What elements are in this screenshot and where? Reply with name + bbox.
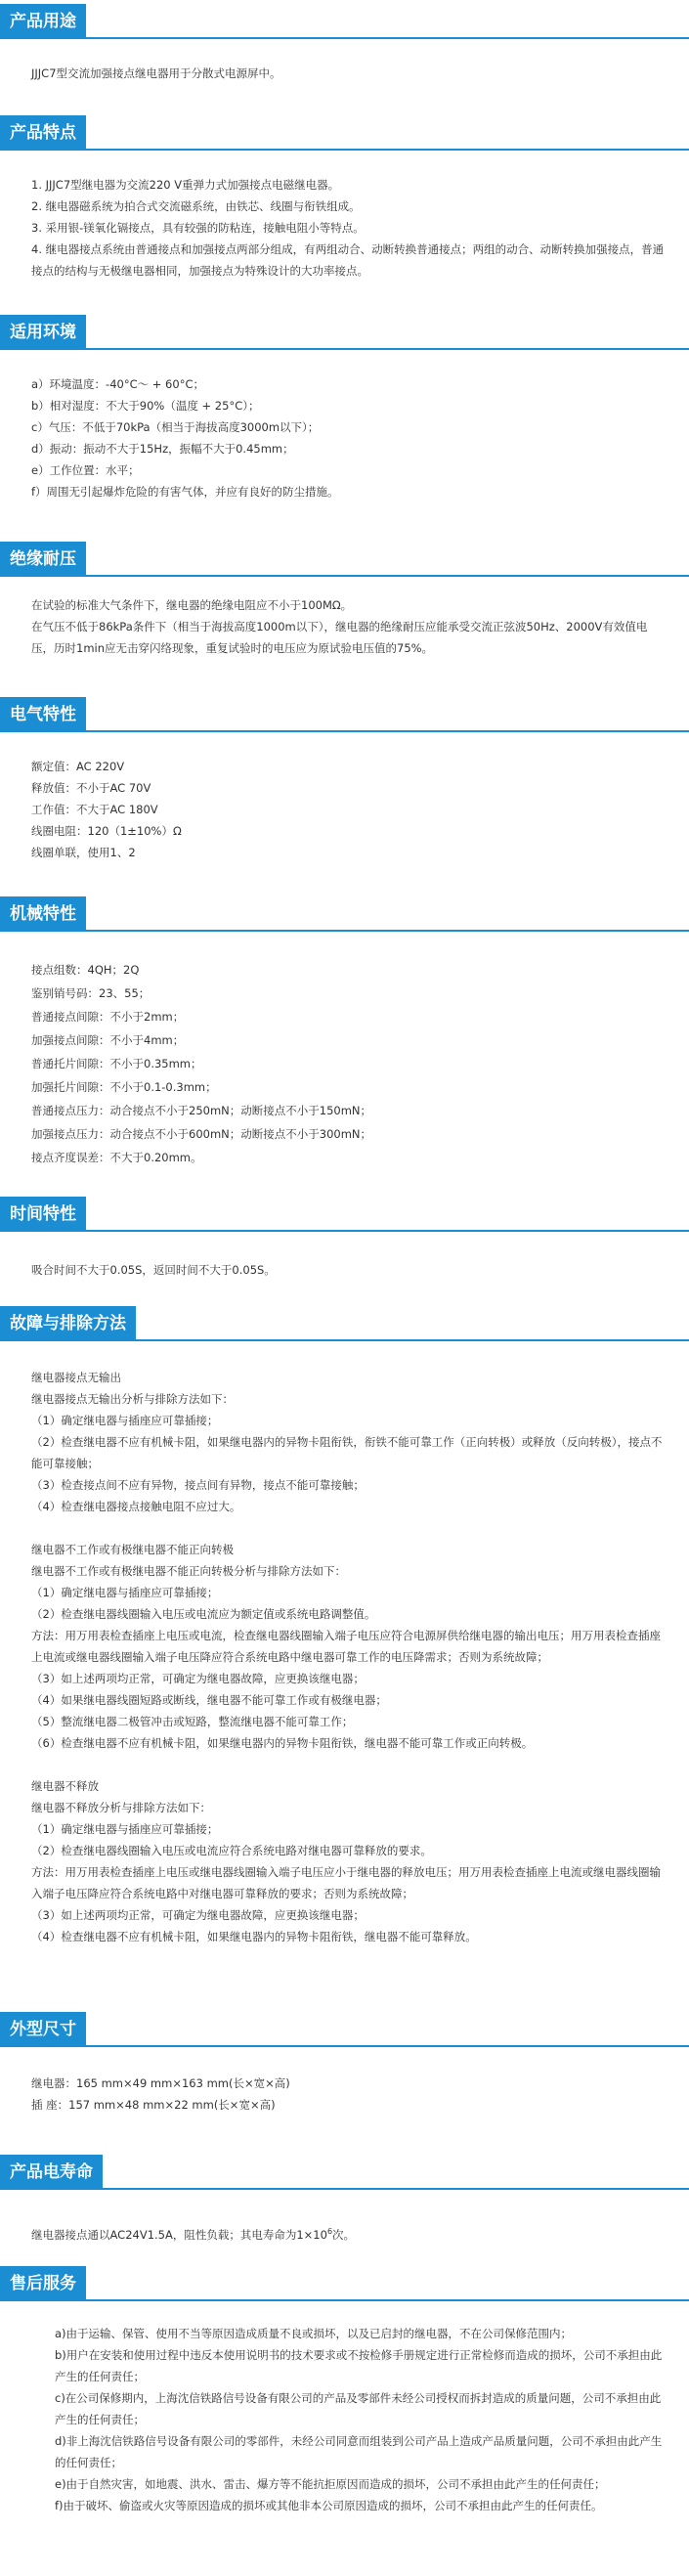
fault-step: （4）如果继电器线圈短路或断线，继电器不能可靠工作或有极继电器；: [31, 1693, 387, 1707]
section-title-features: 产品特点: [0, 115, 86, 151]
environment-item: d）振动：振动不大于15Hz，振幅不大于0.45mm；: [31, 442, 294, 456]
section-title-usage: 产品用途: [0, 4, 86, 39]
environment-item: f）周围无引起爆炸危险的有害气体，并应有良好的防尘措施。: [31, 485, 339, 499]
section-body-aftersales: [0, 2323, 689, 2516]
mechanical-item: 接点组数：4QH；2Q: [31, 963, 140, 977]
dimension-item: 继电器：165 mm×49 mm×163 mm(长×宽×高): [31, 2076, 290, 2090]
fault-step: （3）如上述两项均正常，可确定为继电器故障，应更换该继电器；: [31, 1672, 365, 1685]
fault-step: （2）检查继电器不应有机械卡阻，如果继电器内的异物卡阻衔铁，衔铁不能可靠工作（正向转极）或释放（反向转极），接点不能可靠接触；: [31, 1435, 663, 1470]
section-divider: [0, 37, 689, 39]
fault-heading: 继电器接点无输出: [31, 1371, 121, 1384]
electrical-item: 工作值：不大于AC 180V: [31, 803, 158, 816]
mechanical-item: 普通托片间隙：不小于0.35mm；: [31, 1057, 202, 1070]
mechanical-item: 加强接点压力：动合接点不小于600mN；动断接点不小于300mN；: [31, 1127, 372, 1141]
environment-item: a）环境温度：-40°C～ + 60°C；: [31, 377, 204, 391]
section-divider: [0, 149, 689, 151]
mechanical-item: 接点齐度误差：不大于0.20mm。: [31, 1151, 202, 1164]
section-title-aftersales: 售后服务: [0, 2266, 86, 2301]
section-divider: [0, 930, 689, 932]
section-title-lifetime: 产品电寿命: [0, 2155, 103, 2190]
section-body-troubleshooting: [0, 1367, 689, 1947]
aftersales-item: b)用户在安装和使用过程中违反本使用说明书的技术要求或不按检修手册规定进行正常检修而造成的损坏，公司不承担由此产生的任何责任；: [55, 2348, 663, 2383]
section-divider: [0, 2299, 689, 2301]
mechanical-item: 加强托片间隙：不小于0.1-0.3mm；: [31, 1080, 217, 1094]
fault-heading: 继电器不释放: [31, 1779, 99, 1793]
section-divider: [0, 2188, 689, 2190]
aftersales-item: e)由于自然灾害，如地震、洪水、雷击、爆方等不能抗拒原因而造成的损坏，公司不承担由此产生的任何责任；: [55, 2477, 606, 2491]
section-divider: [0, 575, 689, 577]
insulation-item: 在试验的标准大气条件下，继电器的绝缘电阻应不小于100MΩ。: [31, 598, 353, 612]
section-divider: [0, 730, 689, 732]
section-body-environment: [0, 373, 689, 502]
spacer: [0, 1754, 689, 1775]
mechanical-item: 普通接点间隙：不小于2mm；: [31, 1010, 185, 1024]
fault-step: （3）检查接点间不应有异物，接点间有异物，接点不能可靠接触；: [31, 1478, 365, 1492]
section-title-mechanical: 机械特性: [0, 896, 86, 932]
section-title-dimensions: 外型尺寸: [0, 2012, 86, 2047]
electrical-item: 线圈单联，使用1、2: [31, 846, 136, 859]
fault-step: （1）确定继电器与插座应可靠插接；: [31, 1414, 219, 1427]
environment-item: b）相对湿度：不大于90%（温度 + 25°C）；: [31, 399, 260, 413]
fault-step: （2）检查继电器线圈输入电压或电流应符合系统电路对继电器可靠释放的要求。: [31, 1844, 432, 1857]
fault-step: （3）如上述两项均正常，可确定为继电器故障，应更换该继电器；: [31, 1908, 365, 1922]
fault-step: （1）确定继电器与插座应可靠插接；: [31, 1586, 219, 1599]
section-title-timing: 时间特性: [0, 1197, 86, 1232]
mechanical-item: 鉴别销号码：23、55；: [31, 986, 151, 1000]
fault-text: 继电器不释放分析与排除方法如下：: [31, 1801, 211, 1814]
section-title-insulation: 绝缘耐压: [0, 542, 86, 577]
fault-method: 方法：用万用表检查插座上电压或继电器线圈输入端子电压应小于继电器的释放电压；用万用表检查插座上电流或继电器线圈输入端子电压降应符合系统电路中对继电器可靠释放的要求；否则为系统故障；: [31, 1865, 661, 1900]
mechanical-item: 加强接点间隙：不小于4mm；: [31, 1033, 185, 1047]
section-divider: [0, 1230, 689, 1232]
section-title-environment: 适用环境: [0, 315, 86, 350]
fault-step: （4）检查继电器接点接触电阻不应过大。: [31, 1500, 241, 1513]
section-body-dimensions: [0, 2073, 689, 2116]
fault-text: 继电器不工作或有极继电器不能正向转极分析与排除方法如下：: [31, 1564, 346, 1578]
electrical-item: 额定值：AC 220V: [31, 760, 125, 773]
fault-step: （5）整流继电器二极管冲击或短路，整流继电器不能可靠工作；: [31, 1715, 354, 1728]
aftersales-item: a)由于运输、保管、使用不当等原因造成质量不良或损坏，以及已启封的继电器，不在公司保修范围内；: [55, 2327, 573, 2340]
aftersales-item: f)由于破坏、偷盗或火灾等原因造成的损坏或其他非本公司原因造成的损坏，公司不承担由此产生的任何责任。: [55, 2499, 603, 2512]
lifetime-text-unit: 次。: [332, 2227, 356, 2242]
dimension-item: 插 座：157 mm×48 mm×22 mm(长×宽×高): [31, 2098, 276, 2112]
feature-item: 2. 继电器磁系统为拍合式交流磁系统，由铁芯、线圈与衔铁组成。: [31, 199, 361, 213]
aftersales-item: c)在公司保修期内，上海沈信铁路信号设备有限公司的产品及零部件未经公司授权而拆封造成的质量问题，公司不承担由此产生的任何责任；: [55, 2391, 662, 2426]
lifetime-text-main: 继电器接点通以AC24V1.5A，阻性负载；其电寿命为1×10: [31, 2227, 327, 2242]
fault-step: （1）确定继电器与插座应可靠插接；: [31, 1822, 219, 1836]
fault-step: （6）检查继电器不应有机械卡阻，如果继电器内的异物卡阻衔铁，继电器不能可靠工作或正向转极。: [31, 1736, 534, 1750]
spacer: [0, 1517, 689, 1539]
fault-heading: 继电器不工作或有极继电器不能正向转极: [31, 1543, 234, 1556]
environment-item: c）气压：不低于70kPa（相当于海拔高度3000m以下）；: [31, 420, 320, 434]
section-body-usage: [0, 63, 689, 84]
section-divider: [0, 348, 689, 350]
section-divider: [0, 2045, 689, 2047]
section-title-troubleshooting: 故障与排除方法: [0, 1306, 136, 1341]
fault-step: （2）检查继电器线圈输入电压或电流应为额定值或系统电路调整值。: [31, 1607, 376, 1621]
usage-text: JJJC7型交流加强接点继电器用于分散式电源屏中。: [31, 66, 281, 80]
timing-text: 吸合时间不大于0.05S，返回时间不大于0.05S。: [31, 1263, 276, 1277]
section-body-features: [0, 174, 689, 282]
environment-item: e）工作位置：水平；: [31, 463, 140, 477]
section-body-timing: [0, 1259, 689, 1281]
lifetime-text: [0, 2221, 689, 2246]
section-body-lifetime: [0, 2221, 689, 2246]
feature-item: 3. 采用银-镁氧化镉接点，具有较强的防粘连，接触电阻小等特点。: [31, 221, 365, 235]
aftersales-item: d)非上海沈信铁路信号设备有限公司的零部件，未经公司同意而组装到公司产品上造成产品质量问题，公司不承担由此产生的任何责任；: [55, 2434, 663, 2469]
electrical-item: 线圈电阻：120（1±10%）Ω: [31, 824, 182, 838]
section-body-insulation: [0, 594, 689, 659]
section-divider: [0, 1339, 689, 1341]
fault-text: 继电器接点无输出分析与排除方法如下：: [31, 1392, 234, 1406]
section-body-electrical: [0, 756, 689, 863]
fault-step: （4）检查继电器不应有机械卡阻，如果继电器内的异物卡阻衔铁，继电器不能可靠释放。: [31, 1930, 477, 1943]
insulation-item: 在气压不低于86kPa条件下（相当于海拔高度1000m以下），继电器的绝缘耐压应能承受交流正弦波50Hz、2000V有效值电压，历时1min应无击穿闪络现象，重复试验时的电压应为原试验电压值的75%。: [31, 620, 648, 655]
mechanical-item: 普通接点压力：动合接点不小于250mN；动断接点不小于150mN；: [31, 1104, 372, 1117]
section-title-electrical: 电气特性: [0, 697, 86, 732]
fault-method: 方法：用万用表检查插座上电压或电流，检查继电器线圈输入端子电压应符合电源屏供给继电器的输出电压；用万用表检查插座上电流或继电器线圈输入端子电压降应符合系统电路中继电器可靠工作的电压降需求；否则为系统故障；: [31, 1629, 661, 1664]
section-body-mechanical: [0, 958, 689, 1169]
feature-item: 1. JJJC7型继电器为交流220 V重弹力式加强接点电磁继电器。: [31, 178, 340, 192]
lifetime-exponent: 6: [326, 2227, 333, 2236]
feature-item: 4. 继电器接点系统由普通接点和加强接点两部分组成，有两组动合、动断转换普通接点；两组的动合、动断转换加强接点，普通接点的结构与无极继电器相同，加强接点为特殊设计的大功率接点。: [31, 242, 665, 278]
electrical-item: 释放值：不小于AC 70V: [31, 781, 151, 795]
